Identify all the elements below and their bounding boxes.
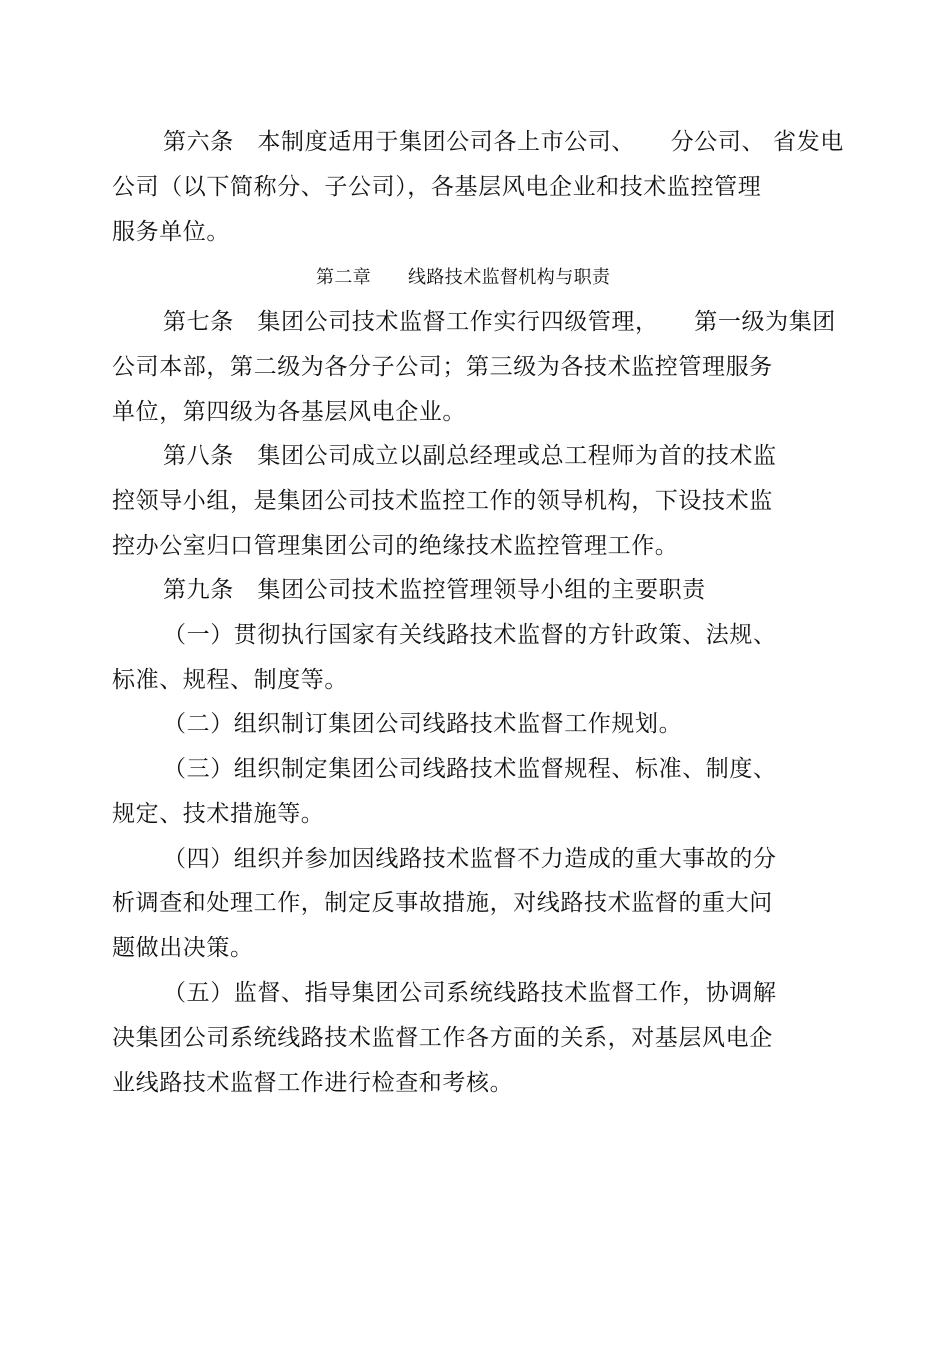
item-1-line-2: 标准、规程、制度等。: [112, 667, 348, 693]
article-6-line-2: 公司（以下简称分、子公司），各基层风电企业和技术监控管理: [112, 174, 762, 200]
article-8-line-1: 第八条 集团公司成立以副总经理或总工程师为首的技术监: [163, 443, 777, 469]
item-4-line-1: （四）组织并参加因线路技术监督不力造成的重大事故的分: [163, 846, 777, 872]
item-5-line-3: 业线路技术监督工作进行检查和考核。: [112, 1070, 514, 1096]
item-4-line-3: 题做出决策。: [112, 935, 254, 961]
article-7-line-2: 公司本部，第二级为各分子公司；第三级为各技术监控管理服务: [112, 354, 773, 380]
item-5-line-1: （五）监督、指导集团公司系统线路技术监督工作，协调解: [163, 980, 777, 1006]
item-2-line-1: （二）组织制订集团公司线路技术监督工作规划。: [163, 711, 683, 737]
item-1-line-1: （一）贯彻执行国家有关线路技术监督的方针政策、法规、: [163, 622, 777, 648]
item-3-line-1: （三）组织制定集团公司线路技术监督规程、标准、制度、: [163, 756, 777, 782]
article-8-line-2: 控领导小组，是集团公司技术监控工作的领导机构，下设技术监: [112, 488, 773, 514]
article-7-line-3: 单位，第四级为各基层风电企业。: [112, 399, 466, 425]
article-6-line-3: 服务单位。: [112, 219, 230, 245]
article-8-line-3: 控办公室归口管理集团公司的绝缘技术监控管理工作。: [112, 533, 679, 559]
item-5-line-2: 决集团公司系统线路技术监督工作各方面的关系，对基层风电企: [112, 1025, 773, 1051]
article-9-line-1: 第九条 集团公司技术监控管理领导小组的主要职责: [163, 577, 706, 603]
chapter-2-heading: 第二章 线路技术监督机构与职责: [316, 267, 611, 288]
article-6-line-1: 第六条 本制度适用于集团公司各上市公司、 分公司、 省发电: [163, 129, 844, 155]
item-4-line-2: 析调查和处理工作，制定反事故措施，对线路技术监督的重大问: [112, 890, 773, 916]
item-3-line-2: 规定、技术措施等。: [112, 801, 325, 827]
article-7-line-1: 第七条 集团公司技术监督工作实行四级管理， 第一级为集团: [163, 309, 836, 335]
